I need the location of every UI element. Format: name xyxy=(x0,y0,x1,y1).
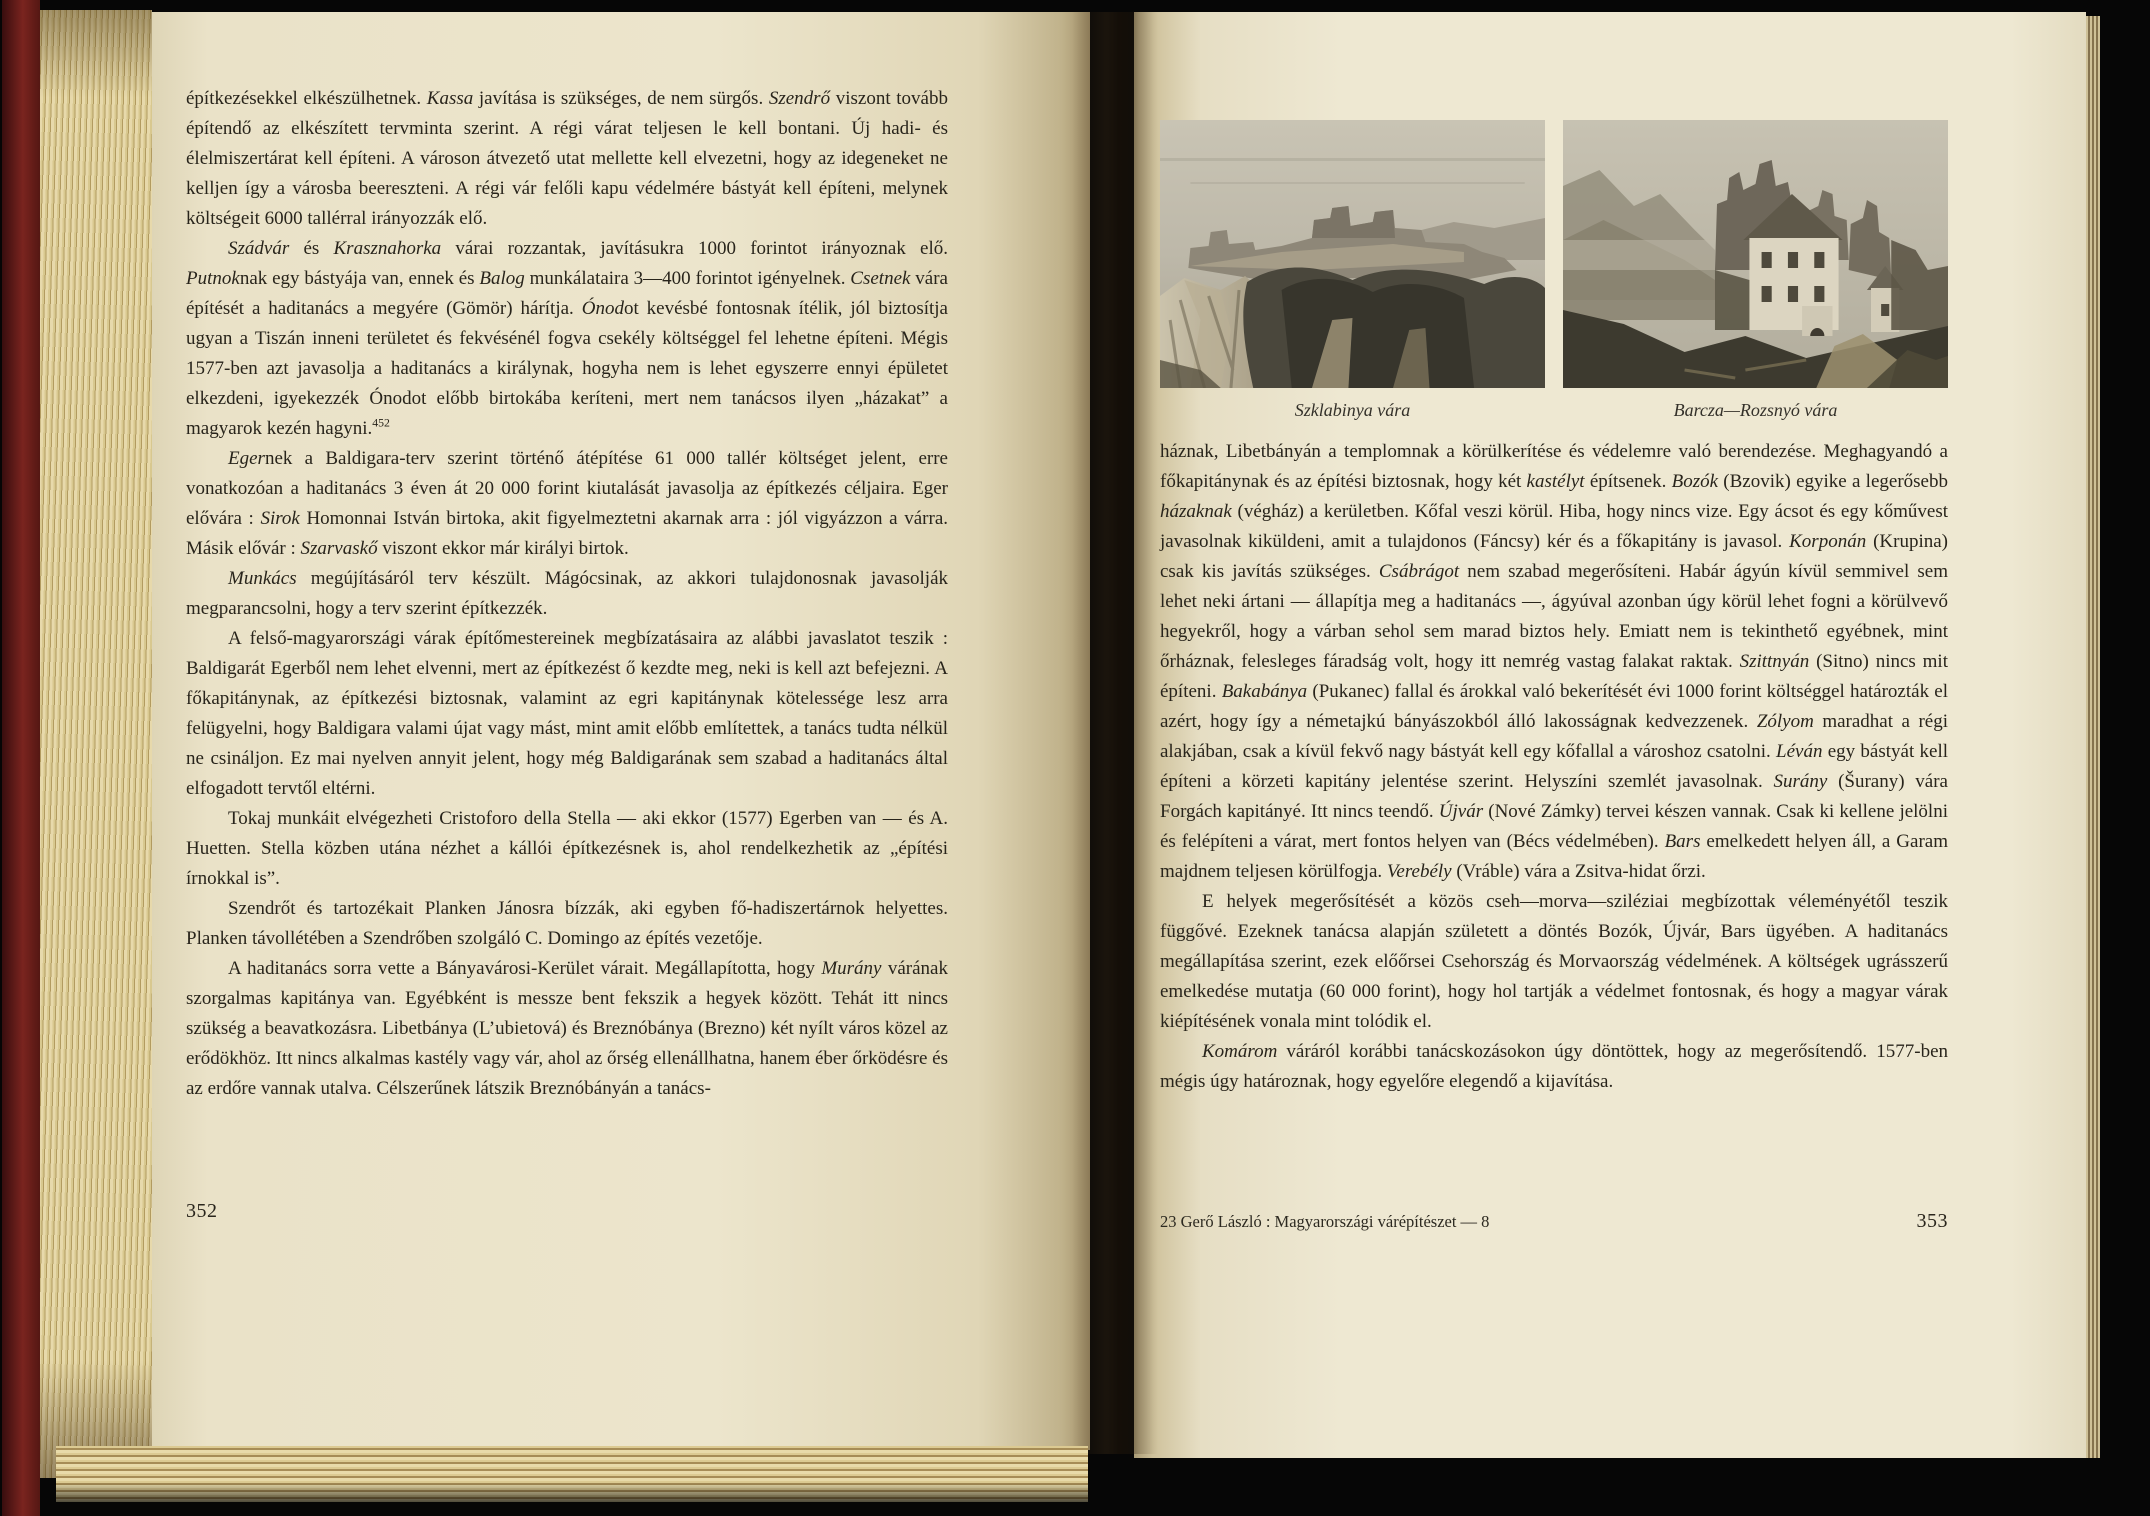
paragraph: Szádvár és Krasznahorka várai rozzantak, javításukra 1000 forintot irányoznak elő. Putnoknak egy bástyája van, ennek és Balog munkálataira 3—400 forintot igényelnek. Csetnek vára építését a haditanács a megyére (Gömör) hárítja. Ónodot kevésbé fontosnak ítélik, jól biztosítja ugyan a Tiszán inneni területet és fekvésénél fogva csekély költséggel fel lehetne építeni. Mégis 1577-ben azt javasolja a haditanács a királynak, hogyha nem is lehet egyszerre ennyi épületet elkezdeni, igyekezzék Ónodot előbb birtokába keríteni, mert nem tanácsos ilyen „házakat” a magyarok kezén hagyni.$^{452}$ xyxy=(186,238,948,439)
right-page-number: 353 xyxy=(1916,1210,1948,1232)
castle-photo-szklabinya xyxy=(1160,120,1545,388)
left-page xyxy=(152,12,1090,1450)
book-cover-edge xyxy=(2,0,40,1516)
page-stack-fore-edge xyxy=(40,10,152,1478)
right-page-stack-edge xyxy=(2086,16,2100,1458)
page-stack-bottom-edge xyxy=(56,1446,1088,1502)
figure-caption-barcza: Barcza—Rozsnyó vára xyxy=(1673,400,1838,420)
paragraph: E helyek megerősítését a közös cseh—morva—sziléziai megbízottak véleményétől teszik függővé. Ezeknek tanácsa alapján született a döntés Bozók, Újvár, Bars ügyében. A haditanács megállapítása szerint, ezek előőrsei Csehország és Morvaország védelmének. A költségek ugrásszerű emelkedése mutatja (60 000 forint), hogy hol tartják a védelmet fontosnak, és hogy a magyar várak kiépítésének vonala mint tolódik el. xyxy=(1160,891,1948,1032)
paragraph: Tokaj munkáit elvégezheti Cristoforo della Stella — aki ekkor (1577) Egerben van — és A. Huetten. Stella közben utána nézhet a kállói építkezésnek is, ahol rendelkezhetik az „építési írnokkal is”. xyxy=(186,808,948,889)
castle-photo-barcza xyxy=(1563,120,1948,388)
paragraph: háznak, Libetbányán a templomnak a körülkerítése és védelemre való berendezése. Meghagyandó a főkapitánynak és az építési biztosnak, hogy két kastélyt építsenek. Bozók (Bzovik) egyike a legerősebb házaknak (végház) a kerületben. Kőfal veszi körül. Hiba, hogy nincs vize. Egy ácsot és egy kőművest javasolnak kiküldeni, amit a tulajdonos (Fáncsy) kér és a főkapitány is javasol. Korponán (Krupina) csak kis javítás szükséges. Csábrágot nem szabad megerősíteni. Habár ágyún kívül semmivel sem lehet neki ártani — állapítja meg a haditanács —, ágyúval azonban úgy körül lehet fogni a körülvevő hegyekről, hogy a várban sehol sem marad biztos hely. Emiatt nem is tekinthető egyébnek, mint őrháznak, felesleges fáradság volt, hogy itt nemrég vastag falakat raktak. Szittnyán (Sitno) nincs mit építeni. Bakabánya (Pukanec) fallal és árokkal való bekerítését évi 1000 forint költséggel határozták el azért, hogy így a németajkú bányászokból álló lakosságnak kedvezzenek. Zólyom maradhat a régi alakjában, csak a kívül fekvő nagy bástyát kell egy kőfallal a városhoz csatolni. Léván egy bástyát kell építeni a körzeti kapitány jelentése szerint. Helyszíni szemlét javasolnak. Surány (Šurany) vára Forgách kapitányé. Itt nincs teendő. Újvár (Nové Zámky) tervei készen vannak. Csak ki kellene jelölni és felépíteni a várat, mert fontos helyen van (Bécs védelmében). Bars emelkedett helyen áll, a Garam majdnem teljesen körülfogja. Verebély (Vráble) vára a Zsitva-hidat őrzi. xyxy=(1160,441,1949,882)
paragraph: A felső-magyarországi várak építőmestereinek megbízatásaira az alábbi javaslatot teszik : Baldigarát Egerből nem lehet elvenni, mert az építkezést ő kezdte meg, neki is kell azt befejezni. A főkapitánynak, az építkezési biztosnak, valamint az egri kapitánynak kötelessége lesz arra felügyelni, hogy Baldigara valami újat vagy mást, mint amit előbb említettek, a tanács tudta nélkül ne csináljon. Ez mai nyelven annyit jelent, hogy még Baldigarának sem szabad a haditanács által elfogadott tervtől eltérni. xyxy=(186,628,948,799)
right-page-text xyxy=(1160,437,1948,1097)
paragraph: Egernek a Baldigara-terv szerint történő átépítése 61 000 tallér költséget jelent, erre vonatkozóan a haditanács 3 éven át 20 000 forint kiutalását javasolja az építkezés céljaira. Eger elővára : Sirok Homonnai István birtoka, akit figyelmeztetni akarnak arra : jól vigyázzon a várra. Másik elővár : Szarvaskő viszont ekkor már királyi birtok. xyxy=(186,448,949,559)
right-page xyxy=(1134,12,2086,1458)
paragraph: építkezésekkel elkészülhetnek. Kassa javítása is szükséges, de nem sürgős. Szendrő viszont tovább építendő az elkészített tervminta szerint. A régi várat teljesen le kell bontani. Új hadi- és élelmiszertárat kell építeni. A városon átvezető utat mellette kell elvezetni, hogy az idegeneket ne kelljen így a városba beereszteni. A régi vár felőli kapu védelmére bástyát kell építeni, melynek költségeit 6000 tallérral irányozzák elő. xyxy=(186,88,948,229)
book-gutter-shadow xyxy=(1072,12,1158,1454)
printers-signature-line: 23 Gerő László : Magyarországi várépítészet — 8 xyxy=(1160,1212,1490,1231)
left-page-number: 352 xyxy=(186,1200,218,1222)
figure-caption-szklabinya: Szklabinya vára xyxy=(1294,400,1411,420)
paragraph: A haditanács sorra vette a Bányavárosi-Kerület várait. Megállapította, hogy Murány várának szorgalmas kapitánya van. Egyébként is messze bent fekszik a hegyek között. Tehát itt nincs szükség a beavatkozásra. Libetbánya (L’ubietová) és Breznóbánya (Brezno) két nyílt város közel az erődökhöz. Itt nincs alkalmas kastély vagy vár, ahol az őrség ellenállhatna, hanem éber őrködésre és az erdőre vannak utalva. Célszerűnek látszik Breznóbányán a tanács- xyxy=(186,958,948,1099)
paragraph: Szendrőt és tartozékait Planken Jánosra bízzák, aki egyben fő-hadiszertárnok helyettes. Planken távollétében a Szendrőben szolgáló C. Domingo az építés vezetője. xyxy=(186,898,948,949)
paragraph: Munkács megújításáról terv készült. Mágócsinak, az akkori tulajdonosnak javasolják megparancsolni, hogy a terv szerint építkezzék. xyxy=(186,568,948,619)
figure-barcza xyxy=(1563,120,1948,421)
left-page-text xyxy=(186,84,948,1104)
right-page-footer-row xyxy=(1160,1210,1948,1233)
figures-row xyxy=(1160,120,1948,421)
paragraph: Komárom váráról korábbi tanácskozásokon úgy döntöttek, hogy az megerősítendő. 1577-ben mégis úgy határoznak, hogy egyelőre elegendő a kijavítása. xyxy=(1160,1041,1948,1092)
figure-szklabinya xyxy=(1160,120,1545,421)
